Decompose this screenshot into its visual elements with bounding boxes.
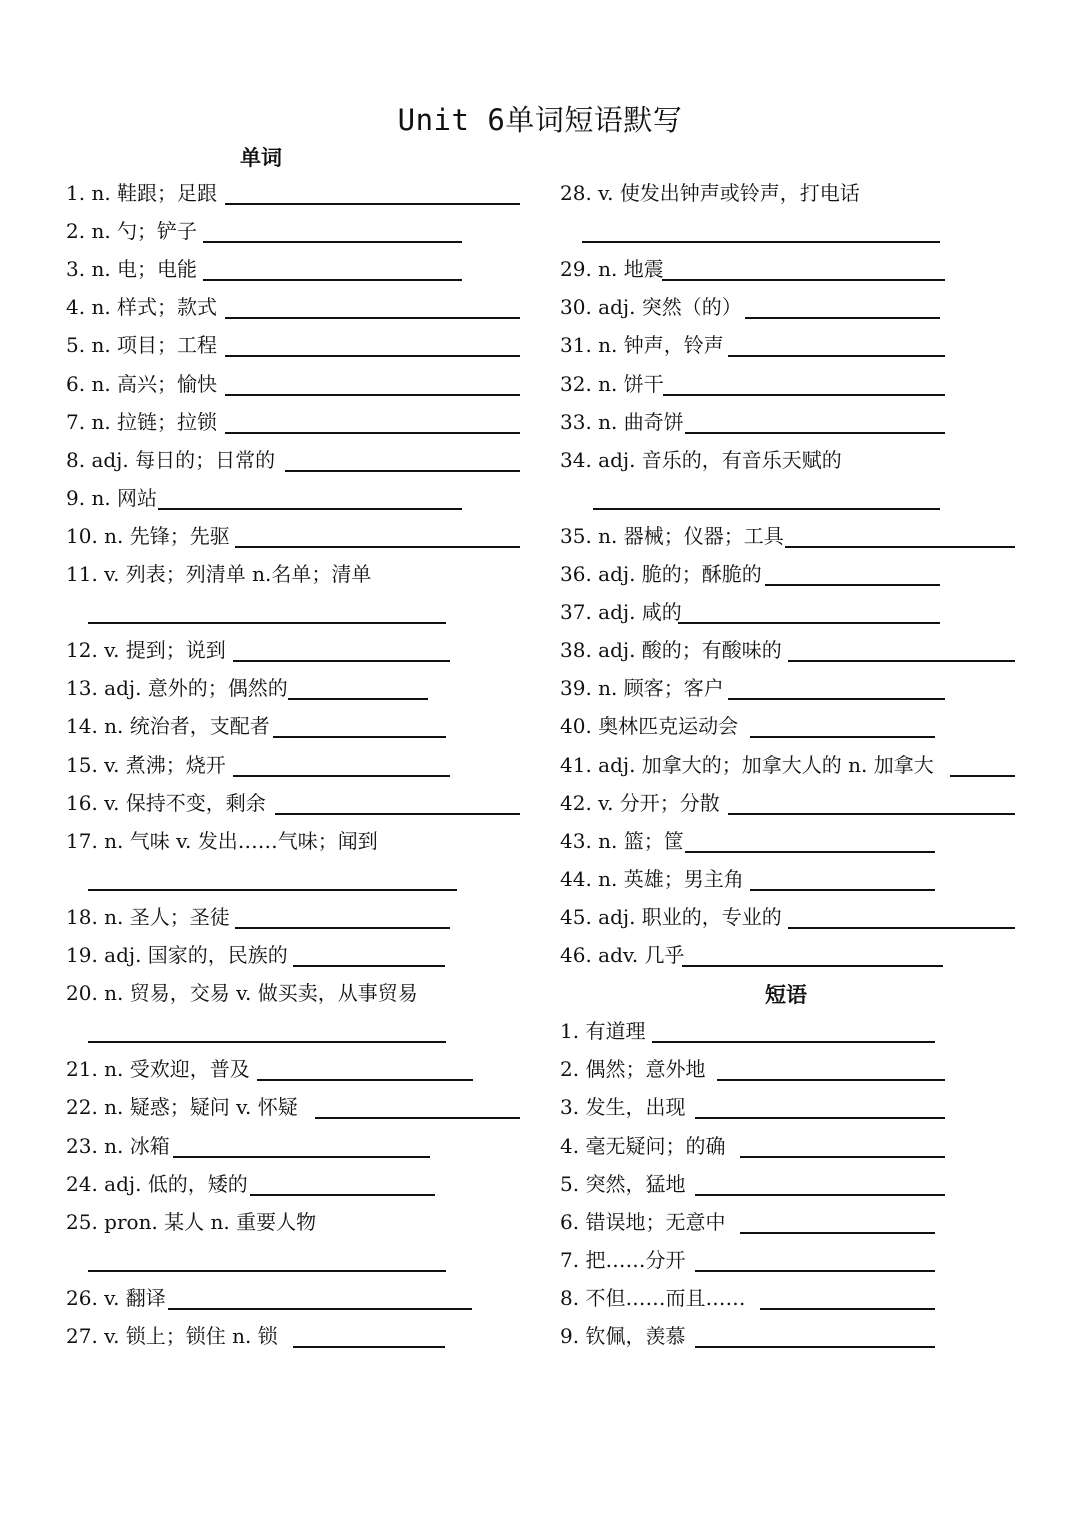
answer-blank[interactable] bbox=[685, 432, 945, 434]
answer-blank[interactable] bbox=[695, 1270, 935, 1272]
answer-blank[interactable] bbox=[652, 1041, 935, 1043]
answer-blank[interactable] bbox=[225, 355, 520, 357]
item-prompt: 27. v. 锁上；锁住 n. 锁 bbox=[66, 1324, 278, 1348]
item-prompt: 6. n. 高兴；愉快 bbox=[66, 371, 218, 396]
item-prompt: 1. n. 鞋跟；足跟 bbox=[66, 181, 218, 205]
answer-blank[interactable] bbox=[233, 775, 450, 777]
answer-blank[interactable] bbox=[173, 1156, 430, 1158]
answer-blank[interactable] bbox=[682, 965, 943, 967]
answer-blank[interactable] bbox=[250, 1194, 435, 1196]
item-prompt: 5. n. 项目；工程 bbox=[66, 333, 218, 358]
answer-blank[interactable] bbox=[203, 279, 462, 281]
page-title: Unit 6单词短语默写 bbox=[397, 103, 683, 137]
answer-blank[interactable] bbox=[728, 355, 945, 357]
item-prompt: 15. v. 煮沸；烧开 bbox=[66, 752, 226, 777]
answer-blank[interactable] bbox=[785, 546, 1015, 548]
item-prompt: 43. n. 篮；筐 bbox=[560, 828, 684, 853]
answer-blank[interactable] bbox=[293, 1346, 445, 1348]
answer-blank[interactable] bbox=[788, 660, 1015, 662]
answer-blank[interactable] bbox=[288, 698, 428, 700]
item-prompt: 28. v. 使发出钟声或铃声，打电话 bbox=[560, 181, 860, 205]
answer-blank[interactable] bbox=[695, 1117, 945, 1119]
item-prompt: 36. adj. 脆的；酥脆的 bbox=[560, 562, 762, 586]
item-prompt: 33. n. 曲奇饼 bbox=[560, 409, 684, 434]
item-prompt: 9. 钦佩，羡慕 bbox=[560, 1324, 686, 1348]
answer-blank[interactable] bbox=[273, 736, 446, 738]
item-prompt: 41. adj. 加拿大的；加拿大人的 n. 加拿大 bbox=[560, 752, 934, 777]
answer-blank[interactable] bbox=[235, 546, 520, 548]
answer-blank[interactable] bbox=[745, 317, 940, 319]
answer-blank[interactable] bbox=[950, 775, 1015, 777]
item-prompt: 11. v. 列表；列清单 n.名单；清单 bbox=[66, 562, 372, 586]
answer-blank[interactable] bbox=[662, 279, 945, 281]
item-prompt: 24. adj. 低的，矮的 bbox=[66, 1171, 248, 1196]
item-prompt: 44. n. 英雄；男主角 bbox=[560, 866, 744, 891]
answer-blank[interactable] bbox=[788, 927, 1015, 929]
item-prompt: 19. adj. 国家的，民族的 bbox=[66, 943, 288, 967]
answer-blank[interactable] bbox=[750, 889, 935, 891]
item-prompt: 35. n. 器械；仪器；工具 bbox=[560, 523, 784, 548]
item-prompt: 46. adv. 几乎 bbox=[560, 943, 685, 967]
item-prompt: 25. pron. 某人 n. 重要人物 bbox=[66, 1209, 317, 1234]
item-prompt: 1. 有道理 bbox=[560, 1019, 646, 1044]
item-prompt: 4. 毫无疑问；的确 bbox=[560, 1133, 726, 1158]
item-prompt: 8. adj. 每日的；日常的 bbox=[66, 447, 276, 472]
item-prompt: 13. adj. 意外的；偶然的 bbox=[66, 676, 288, 701]
item-prompt: 42. v. 分开；分散 bbox=[560, 790, 720, 815]
item-prompt: 32. n. 饼干 bbox=[560, 371, 664, 396]
answer-blank[interactable] bbox=[582, 241, 940, 243]
item-prompt: 3. n. 电；电能 bbox=[66, 257, 198, 282]
item-prompt: 20. n. 贸易，交易 v. 做买卖，从事贸易 bbox=[66, 981, 418, 1006]
item-prompt: 37. adj. 咸的 bbox=[560, 600, 682, 625]
item-prompt: 26. v. 翻译 bbox=[66, 1285, 166, 1310]
item-prompt: 2. n. 勺；铲子 bbox=[66, 219, 198, 244]
item-prompt: 7. 把……分开 bbox=[560, 1247, 686, 1272]
answer-blank[interactable] bbox=[695, 1194, 945, 1196]
answer-blank[interactable] bbox=[88, 1041, 446, 1043]
item-prompt: 9. n. 网站 bbox=[66, 485, 158, 510]
item-prompt: 29. n. 地震 bbox=[560, 257, 664, 282]
answer-blank[interactable] bbox=[293, 965, 445, 967]
answer-blank[interactable] bbox=[765, 584, 940, 586]
section-heading-words: 单词 bbox=[240, 145, 282, 170]
item-prompt: 38. adj. 酸的；有酸味的 bbox=[560, 638, 782, 663]
answer-blank[interactable] bbox=[285, 470, 520, 472]
item-prompt: 21. n. 受欢迎，普及 bbox=[66, 1057, 250, 1082]
section-heading-phrases: 短语 bbox=[765, 982, 807, 1007]
item-prompt: 39. n. 顾客；客户 bbox=[560, 676, 724, 701]
item-prompt: 22. n. 疑惑；疑问 v. 怀疑 bbox=[66, 1095, 298, 1120]
item-prompt: 23. n. 冰箱 bbox=[66, 1133, 170, 1158]
item-prompt: 7. n. 拉链；拉锁 bbox=[66, 409, 218, 434]
answer-blank[interactable] bbox=[760, 1308, 935, 1310]
answer-blank[interactable] bbox=[695, 1346, 935, 1348]
answer-blank[interactable] bbox=[717, 1079, 945, 1081]
item-prompt: 5. 突然，猛地 bbox=[560, 1171, 686, 1196]
item-prompt: 34. adj. 音乐的，有音乐天赋的 bbox=[560, 447, 842, 472]
answer-blank[interactable] bbox=[88, 889, 457, 891]
answer-blank[interactable] bbox=[257, 1079, 473, 1081]
answer-blank[interactable] bbox=[88, 622, 446, 624]
answer-blank[interactable] bbox=[225, 317, 520, 319]
item-prompt: 45. adj. 职业的，专业的 bbox=[560, 904, 782, 929]
answer-blank[interactable] bbox=[740, 1156, 945, 1158]
item-prompt: 3. 发生，出现 bbox=[560, 1095, 686, 1120]
item-prompt: 30. adj. 突然（的） bbox=[560, 295, 742, 320]
answer-blank[interactable] bbox=[225, 432, 520, 434]
answer-blank[interactable] bbox=[225, 394, 520, 396]
answer-blank[interactable] bbox=[315, 1117, 520, 1119]
answer-blank[interactable] bbox=[728, 813, 1015, 815]
answer-blank[interactable] bbox=[168, 1308, 472, 1310]
answer-blank[interactable] bbox=[678, 622, 940, 624]
item-prompt: 40. 奥林匹克运动会 bbox=[560, 714, 739, 739]
item-prompt: 4. n. 样式；款式 bbox=[66, 295, 218, 320]
answer-blank[interactable] bbox=[158, 508, 462, 510]
item-prompt: 31. n. 钟声，铃声 bbox=[560, 333, 724, 358]
answer-blank[interactable] bbox=[663, 394, 945, 396]
answer-blank[interactable] bbox=[685, 851, 935, 853]
answer-blank[interactable] bbox=[728, 698, 945, 700]
answer-blank[interactable] bbox=[275, 813, 520, 815]
answer-blank[interactable] bbox=[225, 203, 520, 205]
answer-blank[interactable] bbox=[593, 508, 940, 510]
item-prompt: 14. n. 统治者，支配者 bbox=[66, 714, 270, 739]
answer-blank[interactable] bbox=[233, 660, 450, 662]
answer-blank[interactable] bbox=[235, 927, 450, 929]
item-prompt: 10. n. 先锋；先驱 bbox=[66, 523, 230, 548]
item-prompt: 18. n. 圣人；圣徒 bbox=[66, 904, 230, 929]
item-prompt: 16. v. 保持不变，剩余 bbox=[66, 790, 266, 815]
item-prompt: 17. n. 气味 v. 发出……气味；闻到 bbox=[66, 828, 378, 853]
item-prompt: 12. v. 提到；说到 bbox=[66, 638, 226, 663]
item-prompt: 6. 错误地；无意中 bbox=[560, 1209, 726, 1234]
item-prompt: 2. 偶然；意外地 bbox=[560, 1057, 706, 1082]
answer-blank[interactable] bbox=[203, 241, 462, 243]
answer-blank[interactable] bbox=[88, 1270, 446, 1272]
answer-blank[interactable] bbox=[750, 736, 935, 738]
item-prompt: 8. 不但……而且…… bbox=[560, 1285, 746, 1310]
answer-blank[interactable] bbox=[740, 1232, 935, 1234]
